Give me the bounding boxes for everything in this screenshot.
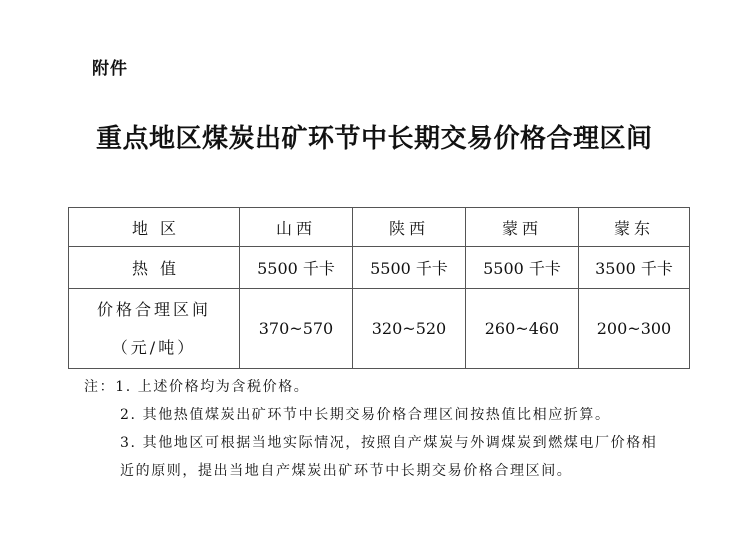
region-cell-shaanxi: 陕西 <box>353 208 466 247</box>
note-item-1: 1. 上述价格均为含税价格。 <box>115 379 310 395</box>
price-cell-mengxi: 260~460 <box>466 289 579 369</box>
region-cell-shanxi: 山西 <box>240 208 353 247</box>
note-item-3-continued: 近的原则，提出当地自产煤炭出矿环节中长期交易价格合理区间。 <box>120 463 573 479</box>
region-cell-mengxi: 蒙西 <box>466 208 579 247</box>
note-item-3: 3. 其他地区可根据当地实际情况，按照自产煤炭与外调煤炭到燃煤电厂价格相 <box>120 435 658 451</box>
calorific-cell-mengdong: 3500 千卡 <box>579 247 690 289</box>
price-row <box>69 289 690 369</box>
note-line-4 <box>84 457 694 485</box>
price-cell-mengdong: 200~300 <box>579 289 690 369</box>
note-line-1 <box>84 373 694 401</box>
calorific-cell-mengxi: 5500 千卡 <box>466 247 579 289</box>
document-title: 重点地区煤炭出矿环节中长期交易价格合理区间 <box>96 124 653 154</box>
note-line-2 <box>84 401 694 429</box>
table-header-row <box>69 208 690 247</box>
region-header-cell: 地区 <box>69 208 240 247</box>
price-range-table <box>68 207 690 369</box>
price-cell-shaanxi: 320~520 <box>353 289 466 369</box>
price-cell-shanxi: 370~570 <box>240 289 353 369</box>
calorific-cell-shanxi: 5500 千卡 <box>240 247 353 289</box>
calorific-label-cell: 热值 <box>69 247 240 289</box>
price-label-cell <box>69 289 240 369</box>
note-line-3 <box>84 429 694 457</box>
notes-prefix: 注： <box>84 379 116 395</box>
region-cell-mengdong: 蒙东 <box>579 208 690 247</box>
note-item-2: 2. 其他热值煤炭出矿环节中长期交易价格合理区间按热值比相应折算。 <box>120 407 611 423</box>
calorific-cell-shaanxi: 5500 千卡 <box>353 247 466 289</box>
price-label-unit: （元/吨） <box>111 337 197 357</box>
attachment-label: 附件 <box>92 59 128 79</box>
notes-section <box>84 373 694 485</box>
calorific-row <box>69 247 690 289</box>
price-label-line1: 价格合理区间 <box>96 299 211 319</box>
